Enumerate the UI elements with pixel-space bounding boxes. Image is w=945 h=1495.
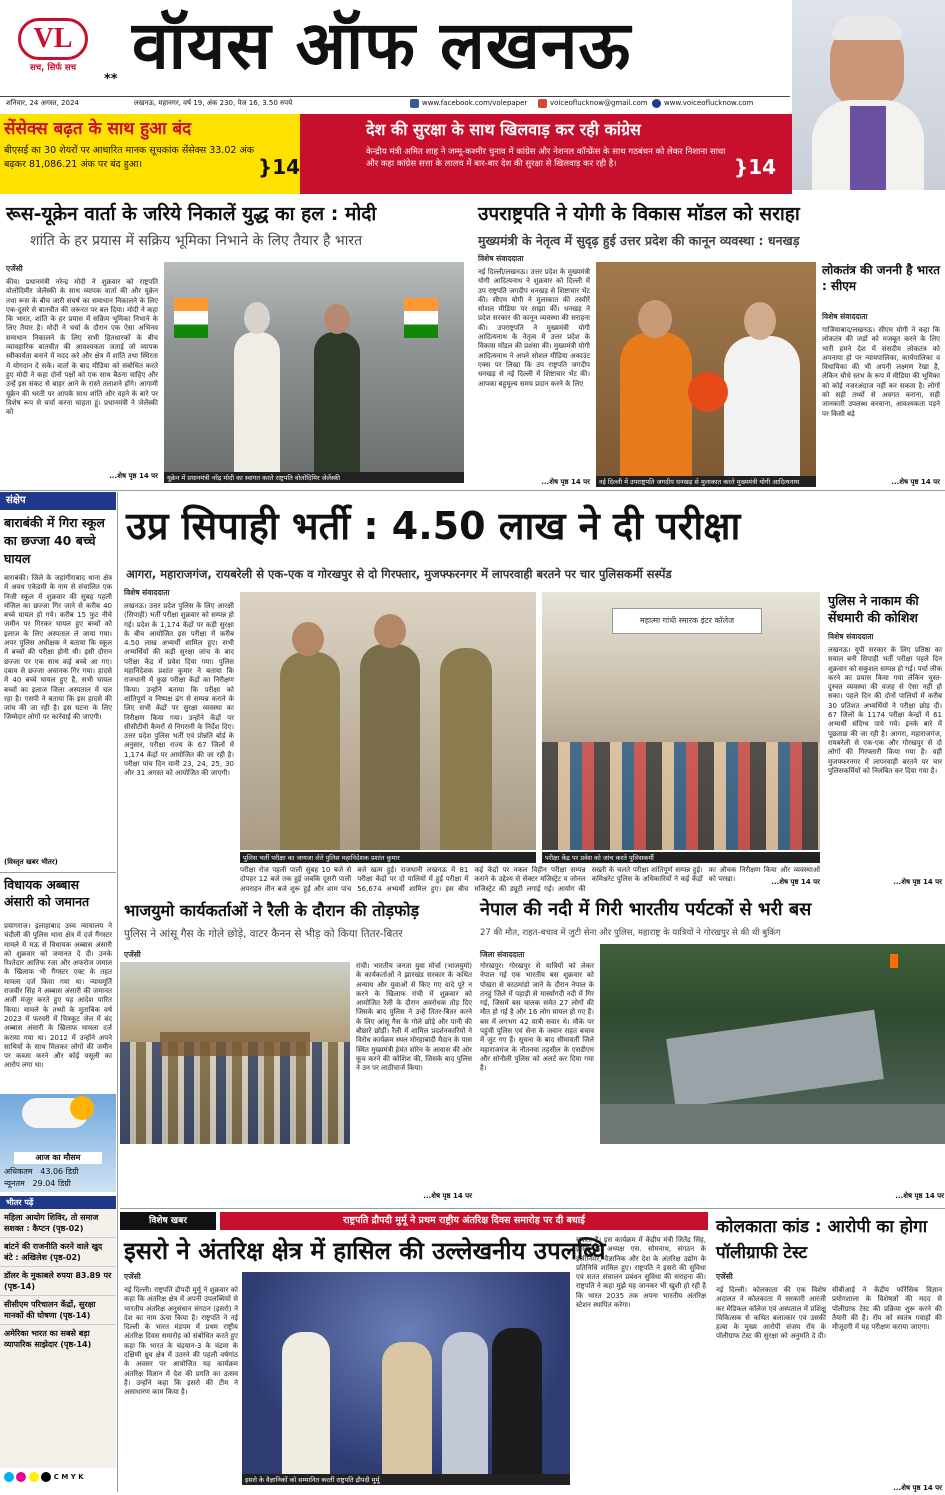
modi-photo-caption: यूक्रेन में प्रधानमंत्री नरेंद्र मोदी का स्वागत करते राष्ट्रपति वोलोदिमिर जेलेंस्की <box>164 472 464 483</box>
facebook-link[interactable]: www.facebook.com/volepaper <box>422 99 528 107</box>
lead-continued[interactable]: ...शेष पृष्ठ 14 पर <box>771 878 820 886</box>
story-modi-headline: रूस-यूक्रेन वार्ता के जरिये निकालें युद्ध का हल : मोदी <box>6 203 377 225</box>
brief-column <box>0 492 116 1492</box>
story-modi-subhead: शांति के हर प्रयास में सक्रिय भूमिका निभाने के लिए तैयार है भारत <box>30 233 363 249</box>
teaser-congress-ref: }14 <box>734 155 777 179</box>
isro-label: विशेष खबर <box>120 1212 216 1230</box>
teaser-congress-text: केन्द्रीय मंत्री अमित शाह ने जम्मू-कश्मीर चुनाव में कांग्रेस और नेशनल कॉन्फ्रेंस के साथ गठबंधन को लेकर निशाना साधा और कहा कांग्रेस सत्ता के लालच में बार-बार देश की सुरक्षा से खिलवाड़ कर रही है। <box>366 147 726 169</box>
index-item[interactable]: सीसीएम परिचालन केंद्रों, सुरक्षा मानकों की घोषणा (पृष्ठ-14) <box>0 1296 116 1325</box>
facebook-icon <box>410 99 419 108</box>
story-kolkata <box>712 1210 945 1495</box>
dateline: शनिवार, 24 अगस्त, 2024 <box>6 99 79 107</box>
sun-icon <box>70 1096 94 1120</box>
index-item[interactable]: अमेरिका भारत का सबसे बड़ा व्यापारिक साझेदार (पृष्ठ-14) <box>4 1329 92 1349</box>
bjym-subhead: पुलिस ने आंसू गैस के गोले छोड़े, वाटर कैनन से भीड़ को किया तितर-बितर <box>124 928 403 940</box>
kolkata-text: नई दिल्ली। कोलकाता की एक विशेष अदालत ने कोलकाता में सरकारी आरजी कर मेडिकल कॉलेज एवं अस्पताल में प्रशिक्षु चिकित्सक से कथित बलात्कार एवं उसकी हत्या के मुख्य आरोपी संजय रॉय के पॉलीग्राफ टेस्ट की सुरक्षा को अनुमति दे दी। सीबीआई ने केंद्रीय फॉरेंसिक विज्ञान प्रयोगशाला के विशेषज्ञों की मदद से पॉलीग्राफ टेस्ट की प्रक्रिया शुरू करने की तैयारी की है। रॉय को स्वतंत्र गवाहों की मौजूदगी में यह परीक्षण कराया जाएगा। <box>716 1286 942 1341</box>
lead-side-headline: पुलिस ने नाकाम की सेंधमारी की कोशिश <box>828 593 919 625</box>
dhankhar-photo-caption: नई दिल्ली में उपराष्ट्रपति जगदीप धनखड़ से मुलाकात करते मुख्यमंत्री योगी आदित्यनाथ <box>596 476 816 487</box>
teaser-sensex-text: बीएसई का 30 शेयरों पर आधारित मानक सूचकांक सेंसेक्स 33.02 अंक बढ़कर 81,086.21 अंक पर बंद हुआ। <box>4 145 254 170</box>
story-modi <box>0 198 466 488</box>
weather-min: न्यूनतम 29.04 डिग्री <box>4 1179 71 1188</box>
lead-byline: विशेष संवाददाता <box>124 588 170 597</box>
dgp-inspection-photo <box>240 592 536 850</box>
brief1-headline: बाराबंकी में गिरा स्कूल का छज्जा 40 बच्चे घायल <box>4 515 105 566</box>
cyan-swatch-icon <box>4 1472 14 1482</box>
nepal-text: गोरखपुर। गोरखपुर से यात्रियों को लेकर नेपाल गई एक भारतीय बस शुक्रवार को पोखरा से काठमांडो जाने के दौरान नेपाल के तनहुं जिले में पहाड़ी से मार्स्यांगदी नदी में गिर गई, जिसमें बस चालक समेत 27 लोगों की मौत हो गई है और 16 लोग घायल हो गए हैं। बस में लगभग 42 यात्री सवार थे। मौके पर पहुंची पुलिस एवं सेना के जवान राहत बचाव में जुट गए हैं। सूचना के बाद सीमावर्ती जिले महाराजगंज के नौतनवा तहसील के एसडीएम और सोनौली पुलिस को अलर्ट कर दिया गया है। <box>480 962 594 1073</box>
isro-byline: एजेंसी <box>124 1272 141 1281</box>
story-isro <box>120 1210 708 1495</box>
teaser-sensex-ref: }14 <box>258 155 301 179</box>
story-modi-text: कीव। प्रधानमंत्री नरेन्द्र मोदी ने शुक्रवार को राष्ट्रपति वोलोदिमीर जेलेंस्की के साथ व्यापक वार्ता की और यूक्रेन तथा रूस के बीच जारी संघर्ष का समाधान निकालने के लिए एक-दूसरे से बातचीत की जरूरत पर बल दिया। मोदी ने कहा कि भारत, शांति के हर प्रयास में सक्रिय भूमिका निभाने के लिए तैयार है। मोदी ने चर्चा के दौरान एक ऐसा अभिनव समाधान निकालने के लिए सभी हितधारकों के बीच व्यावहारिक बातचीत की आवश्यकता जताई जो व्यापक स्वीकार्यता बनाने में मदद करे और क्षेत्र में शांति तथा स्थिरता में योगदान दे सके। वार्ता के बाद मीडिया को संबोधित करते हुए मोदी ने कहा दोनों पक्षों को एक साथ बैठना चाहिए और उन्हें इस संकट से बाहर आने के रास्ते तलाशने होंगे। आगामी यूक्रेन की धरती पर आपके साथ शांति और वहने के बारे पर विशेष रूप से चर्चा करना चाहता हूं। प्रधानमंत्री ने जेलेंस्की को <box>6 278 158 417</box>
story-dhankhar <box>472 198 945 488</box>
lead-photo2-caption: परीक्षा केंद्र पर प्रवेश को जांच करते पुलिसकर्मी <box>542 852 820 863</box>
magenta-swatch-icon <box>16 1472 26 1482</box>
nepal-bus-photo <box>600 944 945 1144</box>
dateline-bar <box>0 96 790 110</box>
nepal-continued[interactable]: ...शेष पृष्ठ 14 पर <box>895 1192 944 1200</box>
yogi-dhankhar-photo <box>596 262 816 476</box>
index-item[interactable]: बांटने की राजनीति करने वाले खुद बंटे : अखिलेश (पृष्ठ-02) <box>0 1238 116 1267</box>
kolkata-headline: कोलकाता कांड : आरोपी का होगा पॉलीग्राफी टेस्ट <box>716 1217 928 1263</box>
email-icon <box>538 99 547 108</box>
sidebar-loktantra-continued[interactable]: ...शेष पृष्ठ 14 पर <box>891 478 940 486</box>
story-dhankhar-text: नई दिल्ली/लखनऊ। उत्तर प्रदेश के मुख्यमंत्री योगी आदित्यनाथ ने शुक्रवार को दिल्ली में उप राष्ट्रपति जगदीप धनखड़ से शिष्टाचार भेंट की। सीएम योगी ने मुलाकात की तस्वीरें सोशल मीडिया पर साझा कीं। धनखड़ ने प्रदेश सरकार की कानून व्यवस्था की सराहना की। उपराष्ट्रपति ने मुख्यमंत्री योगी आदित्यनाथ के नेतृत्व में उत्तर प्रदेश के विकास मॉडल की प्रशंसा की। मुख्यमंत्री योगी आदित्यनाथ ने अपने सोशल मीडिया अकाउंट एक्स पर लिखा कि उप राष्ट्रपति जगदीप धनखड़ से नई दिल्ली में शिष्टाचार भेंट की। आपका बहुमूल्य समय प्रदान करने के लिए <box>478 268 590 388</box>
isro-text: नई दिल्ली। राष्ट्रपति द्रौपदी मुर्मू ने शुक्रवार को कहा कि अंतरिक्ष क्षेत्र में अपनी उपलब्धियों से भारतीय अंतरिक्ष अनुसंधान संगठन (इसरो) ने देश का नाम ऊंचा किया है। राष्ट्रपति ने नई दिल्ली के भारत मंडपम में प्रथम राष्ट्रीय अंतरिक्ष दिवस समारोह को संबोधित करते हुए कहा कि भारत के चंद्रयान-3 के चंद्रमा के दक्षिणी ध्रुव क्षेत्र में उतरने की पहली वर्षगांठ के अवसर पर आयोजित यह कार्यक्रम अंतरिक्ष विज्ञान में देश की प्रगति का उत्सव है। उन्होंने कहा कि इसरो की टीम ने असाधारण काम किया है। <box>124 1286 238 1397</box>
bjym-headline: भाजयुमो कार्यकर्ताओं ने रैली के दौरान की तोड़फोड़ <box>124 901 420 920</box>
lead-side-byline: विशेष संवाददाता <box>828 632 874 641</box>
story-bjym <box>120 898 474 1206</box>
brief-label: संक्षेप <box>0 492 116 510</box>
weather-title: आज का मौसम <box>14 1152 102 1164</box>
nepal-byline: जिला संवाददाता <box>480 950 525 959</box>
isro-award-photo <box>242 1272 570 1474</box>
divider-brief <box>117 492 118 1492</box>
lead-photo1-caption: पुलिस भर्ती परीक्षा का जायजा लेते पुलिस महानिदेशक प्रशांत कुमार <box>240 852 536 863</box>
nepal-subhead: 27 की मौत, राहत-बचाव में जुटी सेना और पुलिस, महाराष्ट्र के यात्रियों ने गोरखपुर से की थी बुकिंग <box>480 928 781 938</box>
amit-shah-photo <box>792 0 945 190</box>
lead-subhead: आगरा, महाराजगंज, रायबरेली से एक-एक व गोरखपुर से दो गिरफ्तार, मुजफ्फरनगर में लापरवाही बरतने पर चार पुलिसकर्मी सस्पेंड <box>126 567 672 581</box>
edition-info: लखनऊ, महानगर, वर्ष 19, अंक 230, पेज 16, 3.50 रुपये <box>134 99 293 107</box>
index-item[interactable]: महिला आयोग शिविर, तो समाज सशक्त : कैप्टन (पृष्ठ-02) <box>0 1209 116 1238</box>
brief2-text: प्रयागराज। इलाहाबाद उच्च न्यायालय ने चंदौली की पुलिस थाना क्षेत्र में दर्ज गैंगस्टर मामले में मऊ से विधायक अब्बास अंसारी को शुक्रवार को जमानत दे दी। उनके रिश्तेदार आतिफ रजा और अफरोज जमाल के खिलाफ भी गैंगस्टर एक्ट के तहत मामला दर्ज किया गया था। न्यायमूर्ति राजवीर सिंह ने अब्बास अंसारी की जमानत अर्जी मंजूर करते हुए यह आदेश पारित किया। मामले के तथ्यों के मुताबिक वर्ष 2023 में फरवरी में चित्रकूट जेल में बंद अब्बास अंसारी के खिलाफ मामला दर्ज कराया गया था। 2012 में उन्होंने अपने साथियों के साथ मिलकर लोगों की जमीन पर कब्जा करने और कोई वसूली का आरोप लगा था। <box>4 922 112 1070</box>
lead-headline: उप्र सिपाही भर्ती : 4.50 लाख ने दी परीक्षा <box>126 504 741 548</box>
masthead <box>0 0 945 112</box>
masthead-stars: ** <box>104 72 118 87</box>
story-dhankhar-byline: विशेष संवाददाता <box>478 254 524 263</box>
exam-centre-banner: महात्मा गांधी स्मारक इंटर कॉलेज <box>612 608 762 634</box>
teaser-congress[interactable] <box>300 114 792 194</box>
logo-tagline: सच, सिर्फ सच <box>30 63 76 73</box>
story-dhankhar-continued[interactable]: ...शेष पृष्ठ 14 पर <box>541 478 590 486</box>
teaser-sensex-headline: सेंसेक्स बढ़त के साथ हुआ बंद <box>4 119 192 139</box>
teaser-congress-headline: देश की सुरक्षा के साथ खिलवाड़ कर रही कांग्रेस <box>366 120 641 139</box>
story-dhankhar-headline: उपराष्ट्रपति ने योगी के विकास मॉडल को सराहा <box>478 203 800 225</box>
logo-mark: VL <box>18 18 88 60</box>
inside-index <box>0 1196 116 1468</box>
bjym-byline: एजेंसी <box>124 950 141 959</box>
lead-side-text: लखनऊ। यूपी सरकार के लिए प्रतिष्ठा का सवाल बनी सिपाही भर्ती परीक्षा पहले दिन शुक्रवार को सकुशल सम्पन्न हो गई। पर्चा लीक करने का प्रयास किया गया लेकिन चुस्त-दुरुस्त व्यवस्था की वजह से ऐसा नहीं हो सका। पहले दिन की दोनों पालियों में करीब 30 प्रतिशत अभ्यर्थियों ने परीक्षा छोड़ दी। 67 जिलों के 1174 परीक्षा केन्द्रों में 61 अभ्यर्थी संदिग्ध पाये गये। इनके बारे में पूछताछ की जा रही है। आगरा, महाराजगंज, रायबरेली से एक-एक और गोरखपुर से दो लोगों की गिरफ्तारी किया गया है। वहीं मुजफ्फरनगर में लापरवाही बरतने पर चार पुलिसकर्मियों को निलंबित कर दिया गया है। <box>828 646 942 775</box>
story-nepal <box>476 898 945 1206</box>
teaser-strip <box>0 114 792 194</box>
brief-divider <box>0 872 116 873</box>
website-link[interactable]: www.voiceoflucknow.com <box>664 99 754 107</box>
kolkata-continued[interactable]: ...शेष पृष्ठ 14 पर <box>893 1484 942 1492</box>
isro-headline: इसरो ने अंतरिक्ष क्षेत्र में हासिल की उल्लेखनीय उपलब्धि <box>124 1237 606 1265</box>
modi-zelensky-photo <box>164 262 464 472</box>
divider-mid <box>120 1208 945 1209</box>
isro-text-b: सकता है। इस कार्यक्रम में केंद्रीय मंत्री जितेंद्र सिंह, इसरो के अध्यक्ष एस. सोमनाथ, संगठन के इंजीनियर, वैज्ञानिक और देश के अंतरिक्ष उद्योग के प्रतिनिधि शामिल हुए। राष्ट्रपति ने इसरो की सुविधा एवं सतत संचालन प्रबंधन सुविधा की सराहना की। राष्ट्रपति ने कहा मुझे यह जानकर भी खुशी हो रही है कि भारत 2035 तक अपना भारतीय अंतरिक्ष स्टेशन स्थापित करेगा। <box>576 1236 706 1310</box>
email-link[interactable]: voiceoflucknow@gmail.com <box>550 99 648 107</box>
exam-centre-photo <box>542 592 820 850</box>
nepal-headline: नेपाल की नदी में गिरी भारतीय पर्यटकों से भरी बस <box>480 899 812 920</box>
logo <box>8 12 98 76</box>
divider-top <box>0 490 945 491</box>
lead-side-continued[interactable]: ...शेष पृष्ठ 14 पर <box>893 878 942 886</box>
bjym-rally-photo <box>120 962 350 1144</box>
index-item[interactable]: डॉलर के मुकाबले रुपया 83.89 पर (पृष्ठ-14) <box>0 1267 116 1296</box>
lead-text-b: परीक्षा रोज पहली पाली सुबह 10 बजे से दोपहर 12 बजे तक हुई जबकि दूसरी पाली अपराहन तीन बजे शुरू हुई और शाम पांच बजे खत्म हुई। राजधानी लखनऊ में 81 परीक्षा केंद्रों पर दो पालियों में हुई परीक्षा में 56,674 अभ्यर्थी शामिल हुए। इस बीच कई केंद्रों पर नकल विहीन परीक्षा सम्पन्न कराने के उद्देश्य से सेक्टर मजिस्ट्रेट व जोनल मजिस्ट्रेट की ड्यूटी लगाई गई। आयोग की सख्ती के चलते परीक्षा शांतिपूर्ण सम्पन्न हुई। कमिश्नरेट पुलिस के अधिकारियों ने कई केंद्रों का औचक निरीक्षण किया और व्यवस्थाओं को परखा। <box>240 866 820 893</box>
sidebar-loktantra-headline: लोकतंत्र की जननी है भारत : सीएम <box>822 263 940 293</box>
sidebar-loktantra-byline: विशेष संवाददाता <box>822 312 868 321</box>
inside-index-title: भीतर पढ़ें <box>0 1196 116 1209</box>
masthead-title: वॉयस ऑफ लखनऊ <box>132 7 632 84</box>
isro-kicker: राष्ट्रपति द्रौपदी मुर्मू ने प्रथम राष्ट्रीय अंतरिक्ष दिवस समारोह पर दी बधाई <box>220 1212 708 1230</box>
yellow-swatch-icon <box>29 1472 39 1482</box>
kolkata-byline: एजेंसी <box>716 1272 733 1281</box>
bjym-continued[interactable]: ...शेष पृष्ठ 14 पर <box>423 1192 472 1200</box>
bjym-text: रांची। भारतीय जनता युवा मोर्चा (भाजयुमो) के कार्यकर्ताओं ने झारखंड सरकार के कथित अन्याय और युवाओं से किए गए वादे पूरे न करने के खिलाफ रांची में शुक्रवार को आयोजित रैली के दौरान अवरोधक तोड़ दिए जिसके बाद पुलिस ने उन्हें तितर-बितर करने के लिए आंसू गैस के गोले छोड़े और पानी की बौछारें छोड़ीं। रैली में शामिल प्रदर्शनकारियों ने विरोध कार्यक्रम स्थल मोरहाबादी मैदान के पास स्थित मुख्यमंत्री हेमंत सोरेन के आवास की ओर कूच करने की कोशिश की, जिसके बाद पुलिस ने उन पर लाठीचार्ज किया। <box>356 962 473 1073</box>
black-swatch-icon <box>41 1472 51 1482</box>
story-modi-byline: एजेंसी <box>6 264 23 273</box>
brief1-more[interactable]: (विस्तृत खबर भीतर) <box>4 858 58 866</box>
story-modi-continued[interactable]: ...शेष पृष्ठ 14 पर <box>109 472 158 480</box>
registration-text: C M Y K <box>53 1473 84 1481</box>
isro-photo-caption: इसरो के वैज्ञानिकों को सम्मानित करतीं राष्ट्रपति द्रौपदी मुर्मू <box>242 1474 570 1485</box>
weather-box <box>0 1094 116 1192</box>
brief2-headline: विधायक अब्बास अंसारी को जमानत <box>4 877 90 909</box>
story-dhankhar-subhead: मुख्यमंत्री के नेतृत्व में सुदृढ़ हुई उत्तर प्रदेश की कानून व्यवस्था : धनखड़ <box>478 233 800 248</box>
sidebar-loktantra-text: गाजियाबाद/लखनऊ। सीएम योगी ने कहा कि लोकतंत्र की जड़ों को मजबूत करने के लिए भारी हमने देश में संसदीय लोकतंत्र को अपनाया हो पर न्यायपालिका, कार्यपालिका व विधायिका की भी अपनी लक्ष्मण रेखा है, लेकिन चौथे स्तंभ के रूप में मीडिया की भूमिका को कोई नजरअंदाज नहीं कर सकता है। लोगों को सही तथ्यों से अवगत कराना, सही जानकारी उपलब्ध करवाना, आवश्यकता पड़ने पर किसी बड़े <box>822 326 940 418</box>
brief1-text: बाराबंकी। जिले के जहांगीराबाद थाना क्षेत्र में अवध एकेडमी के नाम से संचालित एक निजी स्कूल में शुक्रवार की सुबह पहली मंजिल का छज्जा गिर जाने से करीब 40 बच्चे घायल हो गये। करीब 15 फुट नीचे जमीन पर गिरकर घायल हुए बच्चों को इलाज के लिए अस्पताल ले जाया गया। अपर पुलिस अधीक्षक ने बताया कि स्कूल में बच्चों की परीक्षा होनी थी। इसी दौरान छज्जा पर एक साथ कई बच्चे आ गए। दबाव से छज्जा अचानक गिर गया। हादसे में 40 बच्चे घायल हुए हैं, सभी घायल बच्चों का इलाज जिला अस्पताल में चल रहा है। एसपी ने बताया कि इस हादसे की जांच की जा रही है। इस घटना के लिए जिम्मेदार लोगों पर कार्रवाई की जाएगी। <box>4 574 112 722</box>
registration-marks <box>4 1472 84 1482</box>
teaser-sensex[interactable] <box>4 118 301 190</box>
lead-story <box>120 494 945 894</box>
lead-text-a: लखनऊ। उत्तर प्रदेश पुलिस के लिए आरक्षी (सिपाही) भर्ती परीक्षा शुक्रवार को सम्पन्न हो गई। प्रदेश के 1,174 केंद्रों पर कड़ी सुरक्षा के बीच आयोजित इस परीक्षा में करीब 4.50 लाख अभ्यर्थी शामिल हुए। सभी अभ्यर्थियों की कड़ी सुरक्षा जांच के बाद परीक्षा केंद्र में प्रवेश दिया गया। पुलिस महानिदेशक प्रशांत कुमार ने बताया कि राजधानी में कुछ परीक्षा केंद्रों का निरीक्षण किया। उन्होंने बताया कि परीक्षा को शांतिपूर्ण व निष्पक्ष ढंग से सम्पन्न कराने के लिए सभी केंद्रों पर सुरक्षा व्यवस्था का निरीक्षण किया गया। उन्होंने केंद्रों पर सीसीटीवी कैमरों से निगरानी के निर्देश दिए। उत्तर प्रदेश पुलिस भर्ती एवं प्रोन्नति बोर्ड के अनुसार, परीक्षा राज्य के 67 जिलों में 1,174 केंद्रों पर आयोजित की जा रही है। परीक्षा पांच दिन यानी 23, 24, 25, 30 और 31 अगस्त को आयोजित की जाएगी। <box>124 602 234 778</box>
weather-max: अधिकतम 43.06 डिग्री <box>4 1167 79 1176</box>
web-icon <box>652 99 661 108</box>
